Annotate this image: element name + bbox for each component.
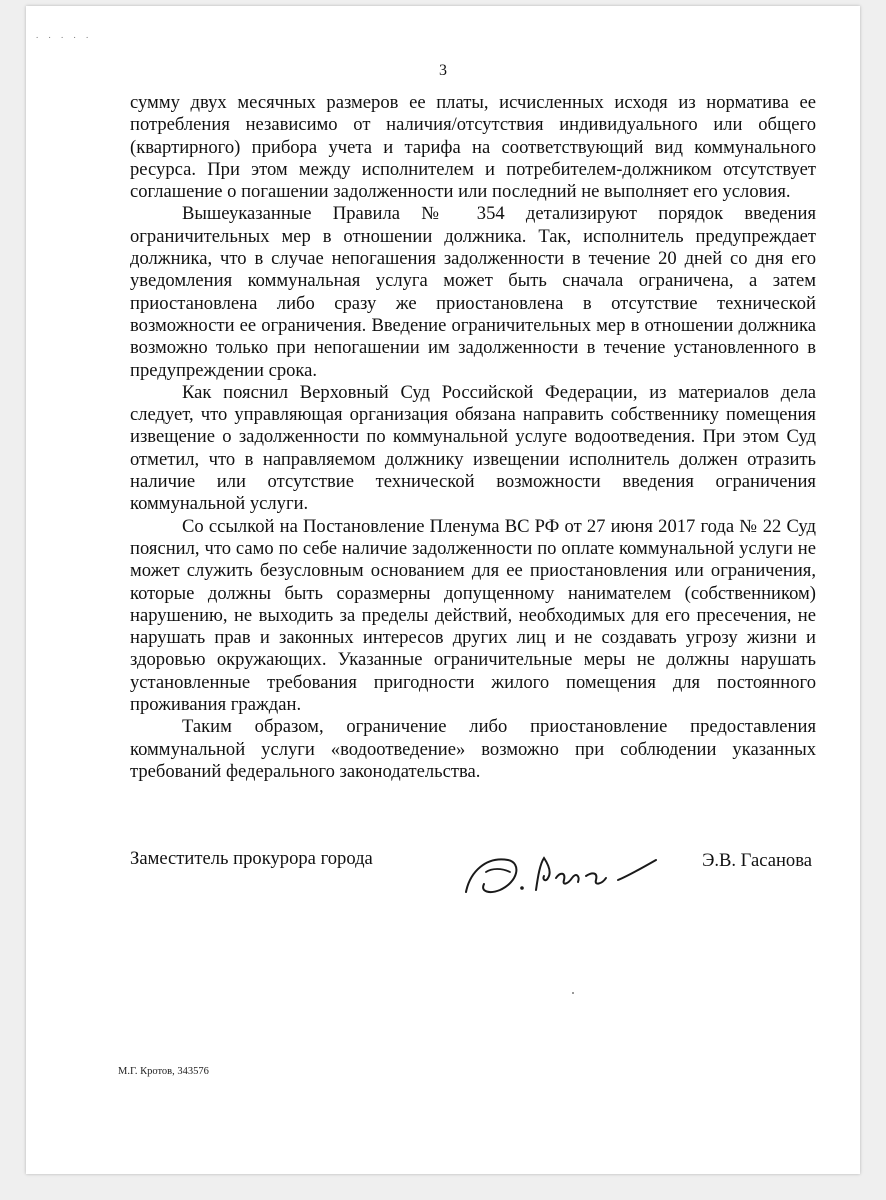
executor-note: М.Г. Кротов, 343576 (118, 1066, 209, 1077)
signature-block (130, 848, 816, 908)
page-number: 3 (439, 62, 447, 79)
paragraph-continuation: сумму двух месячных размеров ее платы, исчисленных исходя из норматива ее потребления независимо от наличия/отсутствия индивидуального или общего (квартирного) прибора учета и тарифа на соответствующий вид коммунального ресурса. При этом между исполнителем и потребителем-должником отсутствует соглашение о погашении задолженности или последний не выполняет его условия. (130, 92, 816, 203)
paragraph-conclusion: Таким образом, ограничение либо приостановление предоставления коммунальной услуги «водоотведение» возможно при соблюдении указанных требований федерального законодательства. (130, 716, 816, 782)
handwritten-signature (456, 842, 676, 906)
paragraph-plenum-resolution: Со ссылкой на Постановление Пленума ВС РФ от 27 июня 2017 года № 22 Суд пояснил, что само по себе наличие задолженности по оплате коммунальной услуги не может служить безусловным основанием для ее приостановления или ограничения, которые должны быть соразмерны допущенному нанимателем (собственником) нарушению, не выходить за пределы действий, необходимых для его пресечения, не нарушать прав и законных интересов других лиц и не создавать угрозу жизни и здоровью окружающих. Указанные ограничительные меры не должны нарушать установленные требования пригодности жилого помещения для постоянного проживания граждан. (130, 515, 816, 716)
signer-name: Э.В. Гасанова (702, 850, 812, 871)
paragraph-supreme-court: Как пояснил Верховный Суд Российской Федерации, из материалов дела следует, что управляющая организация обязана направить собственнику помещения извещение о задолженности по коммунальной услуге водоотведения. При этом Суд отметил, что в направляемом должнику извещении исполнитель должен отразить наличие или отсутствие технической возможности введения ограничения коммунальной услуги. (130, 381, 816, 515)
signer-title: Заместитель прокурора города (130, 848, 373, 869)
document-page (26, 6, 860, 1174)
document-body (130, 92, 816, 783)
scan-speck (572, 992, 574, 994)
paragraph-rules-354: Вышеуказанные Правила № 354 детализируют порядок введения ограничительных мер в отношении должника. Так, исполнитель предупреждает должника, что в случае непогашения задолженности в течение 20 дней со дня его уведомления коммунальная услуга может быть сначала ограничена, а затем приостановлена либо сразу же приостановлена в отсутствие технической возможности ее ограничения. Введение ограничительных мер в отношении должника возможно только при непогашении им задолженности в течение установленного в предупреждении срока. (130, 203, 816, 381)
scan-corner-marks: . . . . . (36, 30, 93, 40)
